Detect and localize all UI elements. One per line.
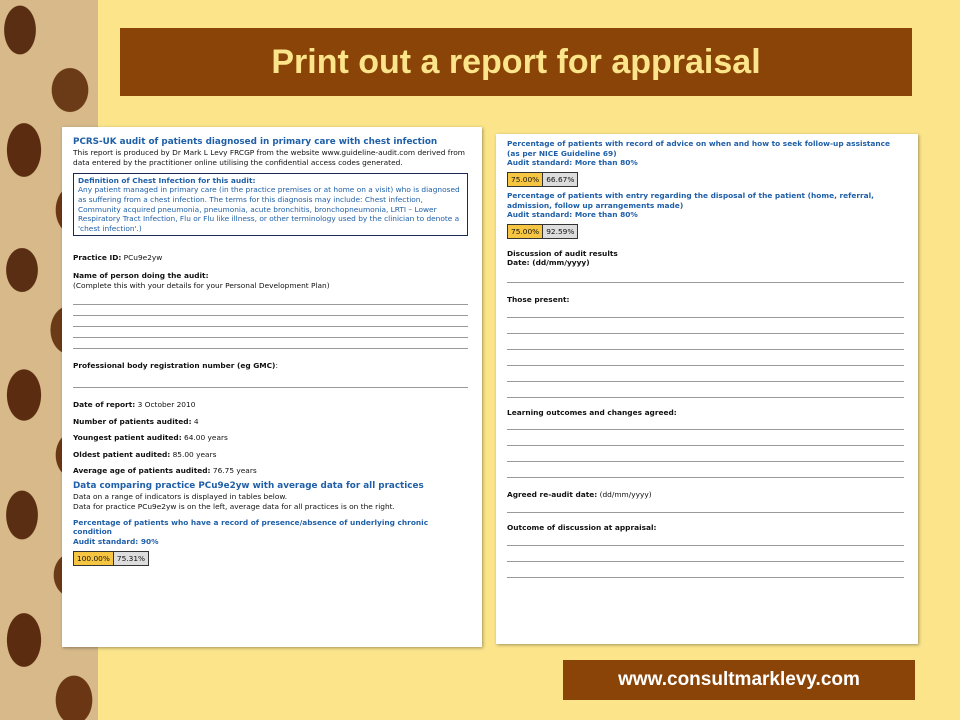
compare-heading: Data comparing practice PCu9e2yw with average data for all practices (73, 481, 424, 492)
indicator-1-standard: Audit standard: More than 80% (507, 158, 638, 168)
indicator-2-standard: Audit standard: More than 80% (507, 210, 638, 220)
learning-label: Learning outcomes and changes agreed: (507, 407, 677, 417)
patients-row: Number of patients audited: 4 (73, 416, 199, 426)
indicator-standard: Audit standard: 90% (73, 536, 159, 546)
reaudit-row: Agreed re-audit date: (dd/mm/yyyy) (507, 490, 652, 500)
indicator-title: Percentage of patients who have a record of presence/absence of underlying chronic condition (73, 517, 429, 537)
definition-title: Definition of Chest Infection for this audit: (78, 175, 256, 185)
youngest-row: Youngest patient audited: 64.00 years (73, 433, 228, 443)
indicator-values (73, 551, 468, 566)
practice-value: 75.00% (507, 224, 543, 239)
definition-text: Any patient managed in primary care (in the practice premises or at home on a visit) who is diagnosed as suffering from a chest infection. The terms for this diagnosis may include: Chest infection, Community acquired pneumonia, pneumonia, acute bronchitis, bronchopneumonia, LRTI – Lower Respiratory Tract Infection, Flu or Flu like illness, or other terminology used by the clinician to denote a 'chest infection'.) (78, 185, 460, 233)
discussion-label: Discussion of audit results (507, 248, 618, 258)
report-page-2 (496, 134, 918, 644)
indicator-2-title: Percentage of patients with entry regarding the disposal of the patient (home, referral, admission, follow up arrangements made) (507, 190, 874, 210)
person-note: (Complete this with your details for your Personal Development Plan) (73, 280, 330, 290)
compare-line-1: Data on a range of indicators is displayed in tables below. (73, 492, 288, 502)
report-intro: This report is produced by Dr Mark L Levy FRCGP from the website www.guideline-audit.com derived from data entered by the practitioner online utilising the confidential access codes generated. (73, 148, 465, 168)
date-row: Date of report: 3 October 2010 (73, 399, 196, 409)
report-page-1 (62, 127, 482, 647)
registration-row: Professional body registration number (eg GMC): (73, 361, 278, 371)
average-value: 66.67% (543, 172, 578, 187)
indicator-1-values (507, 172, 904, 187)
average-value: 92.59% (543, 224, 578, 239)
present-label: Those present: (507, 295, 570, 304)
title-bar (120, 28, 912, 96)
practice-id-row: Practice ID: PCu9e2yw (73, 253, 163, 263)
practice-value: 75.00% (507, 172, 543, 187)
average-age-row: Average age of patients audited: 76.75 years (73, 466, 257, 476)
discussion-date-label: Date: (dd/mm/yyyy) (507, 258, 590, 268)
outcome-label: Outcome of discussion at appraisal: (507, 522, 657, 532)
indicator-1-title: Percentage of patients with record of advice on when and how to seek follow-up assistance (as per NICE Guideline 69) (507, 139, 891, 158)
compare-line-2: Data for practice PCu9e2yw is on the left, average data for all practices is on the right. (73, 502, 395, 512)
website-url[interactable]: www.consultmarklevy.com (618, 669, 860, 690)
definition-box (73, 173, 468, 237)
indicator-2-values (507, 224, 904, 239)
practice-value: 100.00% (73, 551, 114, 566)
person-label: Name of person doing the audit: (73, 271, 209, 281)
slide-title: Print out a report for appraisal (271, 42, 761, 81)
oldest-row: Oldest patient audited: 85.00 years (73, 449, 217, 459)
blank-line (507, 577, 904, 578)
average-value: 75.31% (114, 551, 149, 566)
website-footer[interactable] (563, 660, 915, 700)
report-heading: PCRS-UK audit of patients diagnosed in primary care with chest infection (73, 137, 438, 147)
